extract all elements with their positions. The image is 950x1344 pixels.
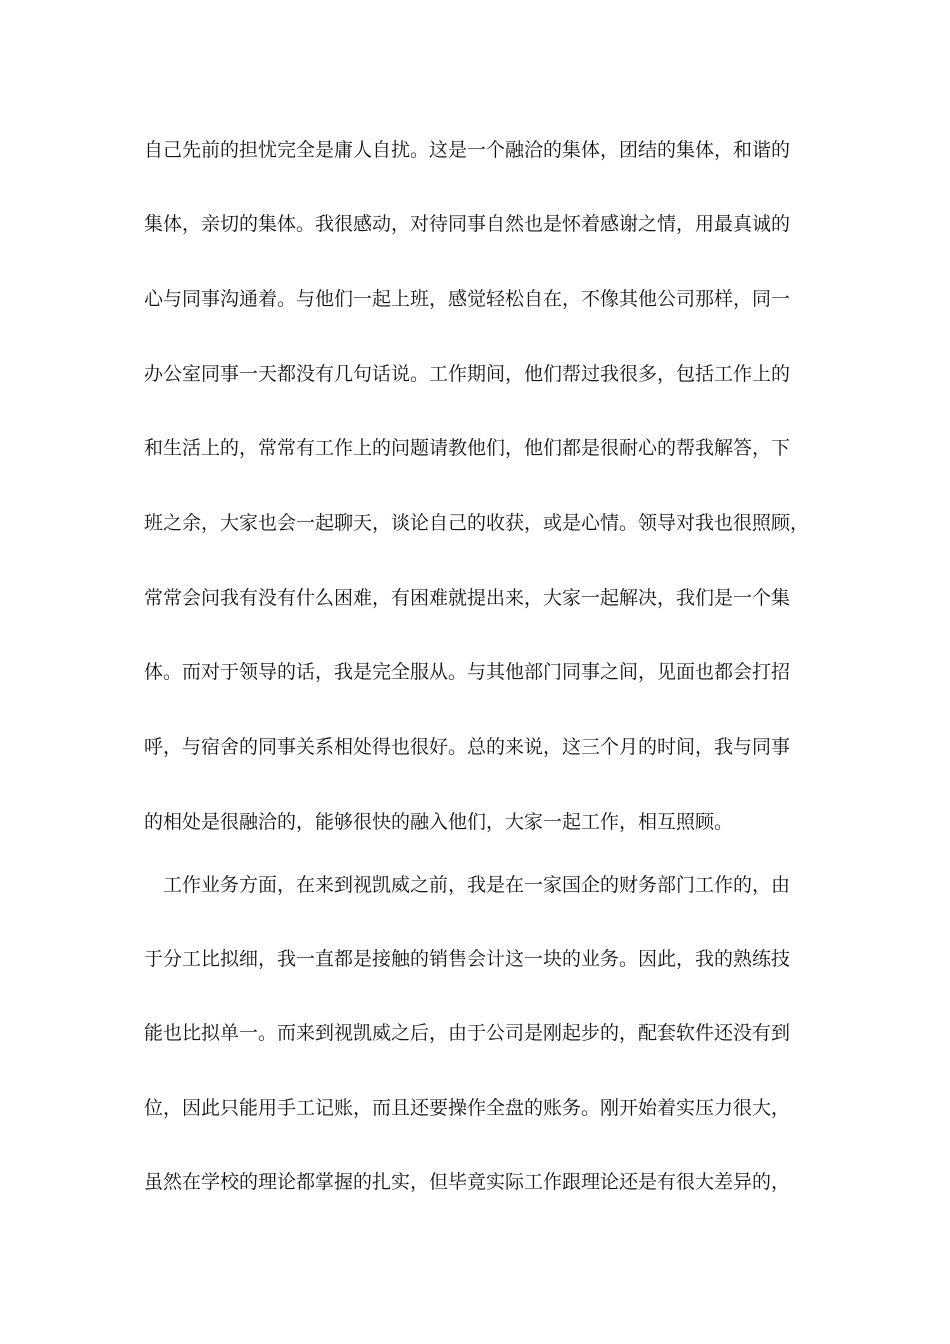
- paragraph-line-1: 自己先前的担忧完全是庸人自扰。这是一个融洽的集体，团结的集体，和谐的: [144, 139, 791, 161]
- paragraph-line-15: 虽然在学校的理论都掌握的扎实，但毕竟实际工作跟理论还是有很大差异的，: [144, 1171, 791, 1193]
- paragraph-line-4: 办公室同事一天都没有几句话说。工作期间，他们帮过我很多，包括工作上的: [144, 363, 791, 385]
- paragraph-line-5: 和生活上的，常常有工作上的问题请教他们，他们都是很耐心的帮我解答，下: [144, 437, 791, 459]
- paragraph-line-10: 的相处是很融洽的，能够很快的融入他们，大家一起工作，相互照顾。: [144, 811, 734, 833]
- paragraph-line-7: 常常会问我有没有什么困难，有困难就提出来，大家一起解决，我们是一个集: [144, 587, 791, 609]
- paragraph-line-2: 集体，亲切的集体。我很感动，对待同事自然也是怀着感谢之情，用最真诚的: [144, 213, 791, 235]
- paragraph-line-12: 于分工比拟细，我一直都是接触的销售会计这一块的业务。因此，我的熟练技: [144, 948, 791, 970]
- paragraph-line-8: 体。而对于领导的话，我是完全服从。与其他部门同事之间，见面也都会打招: [144, 661, 791, 683]
- paragraph-line-3: 心与同事沟通着。与他们一起上班，感觉轻松自在，不像其他公司那样，同一: [144, 288, 791, 310]
- paragraph-line-14: 位，因此只能用手工记账，而且还要操作全盘的账务。刚开始着实压力很大，: [144, 1097, 791, 1119]
- paragraph-line-11: 工作业务方面，在来到视凯威之前，我是在一家国企的财务部门工作的，由: [163, 874, 791, 896]
- paragraph-line-9: 呼，与宿舍的同事关系相处得也很好。总的来说，这三个月的时间，我与同事: [144, 736, 791, 758]
- paragraph-line-13: 能也比拟单一。而来到视凯威之后，由于公司是刚起步的，配套软件还没有到: [144, 1022, 791, 1044]
- paragraph-line-6: 班之余，大家也会一起聊天，谈论自己的收获，或是心情。领导对我也很照顾，: [144, 512, 810, 534]
